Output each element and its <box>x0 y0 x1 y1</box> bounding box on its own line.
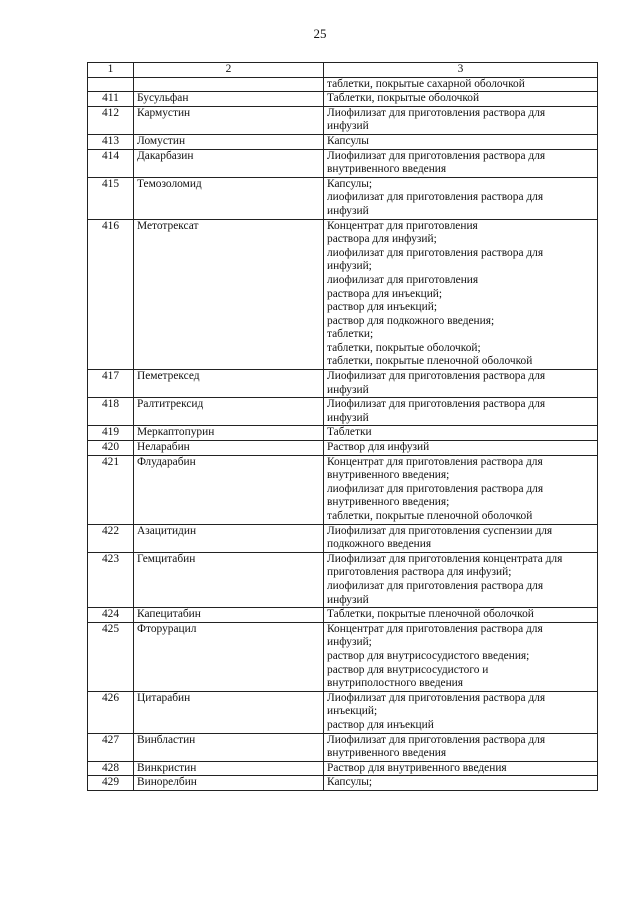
row-number-cell: 411 <box>88 92 134 107</box>
table-row <box>88 524 598 552</box>
drug-name-cell: Темозоломид <box>134 177 324 219</box>
drug-name-cell: Винбластин <box>134 733 324 761</box>
table-row <box>88 219 598 370</box>
drug-name-cell: Капецитабин <box>134 608 324 623</box>
dosage-forms-cell: Лиофилизат для приготовления раствора для инфузий <box>324 106 598 134</box>
table-row <box>88 134 598 149</box>
dosage-forms-cell: Капсулы; <box>324 776 598 791</box>
table-row <box>88 733 598 761</box>
column-header-name: 2 <box>134 63 324 78</box>
drug-name-cell: Азацитидин <box>134 524 324 552</box>
row-number-cell: 421 <box>88 455 134 524</box>
drug-name-cell: Бусульфан <box>134 92 324 107</box>
row-number-cell: 427 <box>88 733 134 761</box>
drug-name-cell: Пеметрексед <box>134 370 324 398</box>
table-row <box>88 691 598 733</box>
dosage-forms-cell: Таблетки <box>324 426 598 441</box>
drug-name-cell: Ломустин <box>134 134 324 149</box>
dosage-forms-cell: Лиофилизат для приготовления суспензии для подкожного введения <box>324 524 598 552</box>
dosage-forms-cell: Лиофилизат для приготовления раствора для инфузий <box>324 370 598 398</box>
table-row <box>88 77 598 92</box>
drug-name-cell: Кармустин <box>134 106 324 134</box>
drug-name-cell: Меркаптопурин <box>134 426 324 441</box>
table-row <box>88 622 598 691</box>
row-number-cell: 426 <box>88 691 134 733</box>
table-row <box>88 552 598 607</box>
dosage-forms-cell: Лиофилизат для приготовления концентрата для приготовления раствора для инфузий; лиофилизат для приготовления раствора для инфузий <box>324 552 598 607</box>
row-number-cell <box>88 77 134 92</box>
row-number-cell: 419 <box>88 426 134 441</box>
table-row <box>88 776 598 791</box>
table-row <box>88 608 598 623</box>
table-row <box>88 455 598 524</box>
row-number-cell: 424 <box>88 608 134 623</box>
dosage-forms-cell: Лиофилизат для приготовления раствора для инъекций; раствор для инъекций <box>324 691 598 733</box>
dosage-forms-cell: Концентрат для приготовления раствора для инфузий; лиофилизат для приготовления раствора для инфузий; лиофилизат для приготовления раствора для инъекций; раствор для инъекций; раствор для подкожного введения; таблетки; таблетки, покрытые оболочкой; таблетки, покрытые пленочной оболочкой <box>324 219 598 370</box>
table-row <box>88 370 598 398</box>
column-header-number: 1 <box>88 63 134 78</box>
table-body <box>88 77 598 790</box>
drug-name-cell: Гемцитабин <box>134 552 324 607</box>
drug-name-cell: Винкристин <box>134 761 324 776</box>
dosage-forms-cell: Капсулы; лиофилизат для приготовления раствора для инфузий <box>324 177 598 219</box>
table-row <box>88 761 598 776</box>
table-row <box>88 398 598 426</box>
row-number-cell: 422 <box>88 524 134 552</box>
dosage-forms-cell: Лиофилизат для приготовления раствора для внутривенного введения <box>324 149 598 177</box>
drug-name-cell: Ралтитрексид <box>134 398 324 426</box>
dosage-forms-cell: Лиофилизат для приготовления раствора для инфузий <box>324 398 598 426</box>
column-header-forms: 3 <box>324 63 598 78</box>
table-row <box>88 149 598 177</box>
row-number-cell: 416 <box>88 219 134 370</box>
dosage-forms-cell: Таблетки, покрытые оболочкой <box>324 92 598 107</box>
row-number-cell: 420 <box>88 441 134 456</box>
drug-name-cell: Дакарбазин <box>134 149 324 177</box>
row-number-cell: 417 <box>88 370 134 398</box>
drug-name-cell: Фторурацил <box>134 622 324 691</box>
row-number-cell: 428 <box>88 761 134 776</box>
drug-name-cell: Винорелбин <box>134 776 324 791</box>
row-number-cell: 418 <box>88 398 134 426</box>
row-number-cell: 429 <box>88 776 134 791</box>
table-header-row <box>88 63 598 78</box>
drug-name-cell <box>134 77 324 92</box>
medicines-table <box>87 62 598 791</box>
row-number-cell: 412 <box>88 106 134 134</box>
row-number-cell: 413 <box>88 134 134 149</box>
drug-name-cell: Цитарабин <box>134 691 324 733</box>
drug-name-cell: Флударабин <box>134 455 324 524</box>
row-number-cell: 414 <box>88 149 134 177</box>
dosage-forms-cell: Концентрат для приготовления раствора для инфузий; раствор для внутрисосудистого введения; раствор для внутрисосудистого и внутриполостного введения <box>324 622 598 691</box>
page-number: 25 <box>313 26 327 41</box>
dosage-forms-cell: Концентрат для приготовления раствора для внутривенного введения; лиофилизат для приготовления раствора для внутривенного введения; таблетки, покрытые пленочной оболочкой <box>324 455 598 524</box>
dosage-forms-cell: таблетки, покрытые сахарной оболочкой <box>324 77 598 92</box>
table-row <box>88 106 598 134</box>
dosage-forms-cell: Раствор для внутривенного введения <box>324 761 598 776</box>
table-row <box>88 177 598 219</box>
dosage-forms-cell: Капсулы <box>324 134 598 149</box>
dosage-forms-cell: Таблетки, покрытые пленочной оболочкой <box>324 608 598 623</box>
dosage-forms-cell: Лиофилизат для приготовления раствора для внутривенного введения <box>324 733 598 761</box>
row-number-cell: 423 <box>88 552 134 607</box>
table-row <box>88 426 598 441</box>
drug-name-cell: Неларабин <box>134 441 324 456</box>
dosage-forms-cell: Раствор для инфузий <box>324 441 598 456</box>
row-number-cell: 425 <box>88 622 134 691</box>
drug-name-cell: Метотрексат <box>134 219 324 370</box>
table-row <box>88 441 598 456</box>
table-row <box>88 92 598 107</box>
row-number-cell: 415 <box>88 177 134 219</box>
